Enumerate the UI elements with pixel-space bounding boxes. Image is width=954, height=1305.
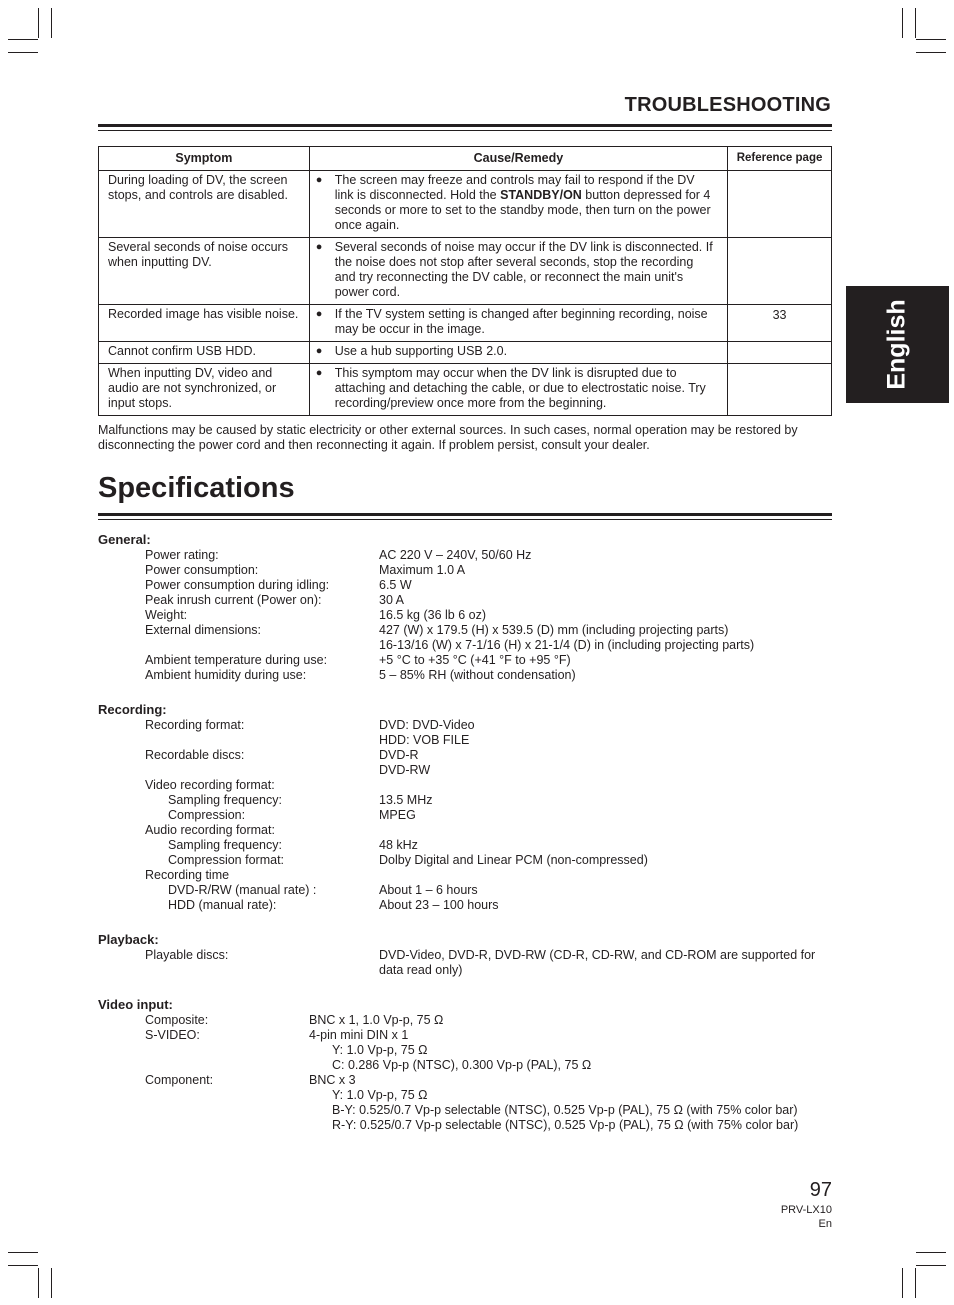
- bullet-icon: ●: [315, 367, 323, 379]
- spec-value: 13.5 MHz: [379, 793, 433, 807]
- table-row: [99, 364, 832, 416]
- spec-row: [98, 823, 838, 838]
- spec-label: [98, 638, 379, 653]
- spec-row: [98, 808, 838, 823]
- spec-group-heading: General:: [98, 532, 151, 547]
- spec-row: [98, 1043, 838, 1058]
- reference-cell: [728, 364, 832, 416]
- spec-row: [98, 1028, 838, 1043]
- spec-value: About 1 – 6 hours: [379, 883, 478, 897]
- spec-label: External dimensions:: [145, 623, 262, 637]
- model-code: [781, 1203, 832, 1231]
- cause-text: Several seconds of noise may occur if the DV link is disconnected. If the noise does not stop after several seconds, stop the recording and try reconnecting the DV cable, or reconnect the main unit's power cord.: [334, 240, 713, 299]
- spec-label: Playable discs:: [145, 948, 229, 962]
- spec-value: 4-pin mini DIN x 1: [309, 1028, 409, 1042]
- cause-cell: [309, 171, 727, 238]
- spec-label: Recordable discs:: [145, 748, 245, 762]
- spec-value: B-Y: 0.525/0.7 Vp-p selectable (NTSC), 0.525 Vp-p (PAL), 75 Ω (with 75% color bar): [332, 1103, 798, 1117]
- spec-row: [98, 1073, 838, 1088]
- spec-value: C: 0.286 Vp-p (NTSC), 0.300 Vp-p (PAL), 75 Ω: [332, 1058, 592, 1072]
- spec-label: Compression:: [168, 808, 246, 822]
- language-tab-label: English: [882, 299, 911, 390]
- spec-value: 30 A: [379, 593, 405, 607]
- spec-value: +5 °C to +35 °C (+41 °F to +95 °F): [379, 653, 571, 667]
- spec-row: [98, 763, 838, 778]
- malfunction-note: Malfunctions may be caused by static electricity or other external sources. In such cases, normal operation may be restored by disconnecting the power cord and then reconnecting it again. If problem persist, consult your dealer.: [98, 423, 798, 452]
- spec-label: S-VIDEO:: [145, 1028, 200, 1042]
- spec-label: Audio recording format:: [145, 823, 275, 837]
- language-code: En: [818, 1218, 832, 1230]
- column-header-cause: Cause/Remedy: [309, 147, 727, 171]
- spec-label: Ambient humidity during use:: [145, 668, 307, 682]
- spec-group-general: [98, 532, 838, 683]
- spec-value: AC 220 V – 240V, 50/60 Hz: [379, 548, 532, 562]
- spec-label: Weight:: [145, 608, 188, 622]
- cause-text: This symptom may occur when the DV link is disrupted due to attaching and detaching the cable, or due to electrostatic noise. Try recording/preview once more from the beginning.: [334, 366, 706, 410]
- spec-row: [98, 1013, 838, 1028]
- spec-row: [98, 948, 838, 978]
- spec-row: [98, 668, 838, 683]
- table-row: [99, 171, 832, 238]
- cause-text: If the TV system setting is changed after beginning recording, noise may be occur in the image.: [334, 307, 708, 336]
- spec-label: HDD (manual rate):: [168, 898, 277, 912]
- heading-rule-thick: [98, 124, 832, 127]
- spec-label: Composite:: [145, 1013, 209, 1027]
- spec-value: DVD: DVD-Video: [379, 718, 475, 732]
- spec-row: [98, 868, 838, 883]
- reference-cell: 33: [728, 305, 832, 342]
- spec-row: [98, 1088, 838, 1103]
- title-rule-thin: [98, 519, 832, 520]
- spec-row: [98, 898, 838, 913]
- spec-value: DVD-RW: [379, 763, 431, 777]
- spec-row: [98, 883, 838, 898]
- bullet-icon: ●: [315, 241, 323, 253]
- specifications: [98, 532, 838, 1152]
- spec-value: BNC x 3: [309, 1073, 356, 1087]
- spec-label: Ambient temperature during use:: [145, 653, 328, 667]
- spec-row: [98, 1058, 838, 1073]
- spec-row: [98, 563, 838, 578]
- spec-value: MPEG: [379, 808, 416, 822]
- reference-cell: [728, 171, 832, 238]
- spec-row: [98, 793, 838, 808]
- model-number: PRV-LX10: [780, 1204, 832, 1216]
- spec-label: Compression format:: [168, 853, 285, 867]
- spec-value: 48 kHz: [379, 838, 418, 852]
- language-tab: [846, 286, 949, 403]
- spec-value: About 23 – 100 hours: [379, 898, 499, 912]
- spec-value: Dolby Digital and Linear PCM (non-compressed): [379, 853, 648, 867]
- spec-label: Sampling frequency:: [168, 838, 282, 852]
- table-header-row: [99, 147, 832, 171]
- spec-value: Y: 1.0 Vp-p, 75 Ω: [332, 1043, 428, 1057]
- spec-value: R-Y: 0.525/0.7 Vp-p selectable (NTSC), 0.525 Vp-p (PAL), 75 Ω (with 75% color bar): [332, 1118, 799, 1132]
- reference-cell: [728, 238, 832, 305]
- table-row: [99, 342, 832, 364]
- spec-label: Recording format:: [145, 718, 245, 732]
- standby-button-name: STANDBY/ON: [500, 188, 582, 202]
- spec-label: DVD-R/RW (manual rate) :: [168, 883, 317, 897]
- page-title: Specifications: [98, 472, 295, 504]
- spec-group-heading: Video input:: [98, 997, 173, 1012]
- table-row: [99, 238, 832, 305]
- spec-group-heading: Recording:: [98, 702, 167, 717]
- symptom-cell: Cannot confirm USB HDD.: [99, 342, 310, 364]
- spec-group-recording: [98, 702, 838, 913]
- cause-text: Use a hub supporting USB 2.0.: [334, 344, 508, 358]
- symptom-cell: Recorded image has visible noise.: [99, 305, 310, 342]
- title-rule-thick: [98, 513, 832, 516]
- column-header-symptom: Symptom: [99, 147, 310, 171]
- spec-row: [98, 578, 838, 593]
- spec-value: 16.5 kg (36 lb 6 oz): [379, 608, 487, 622]
- symptom-cell: When inputting DV, video and audio are not synchronized, or input stops.: [99, 364, 310, 416]
- spec-row: [98, 638, 838, 653]
- page-number: 97: [809, 1179, 832, 1201]
- spec-row: [98, 838, 838, 853]
- spec-row: [98, 748, 838, 763]
- spec-label: Sampling frequency:: [168, 793, 282, 807]
- spec-row: [98, 778, 838, 793]
- spec-group-video-input: [98, 997, 838, 1133]
- cause-cell: [309, 238, 727, 305]
- column-header-reference: Reference page: [728, 147, 832, 171]
- spec-row: [98, 548, 838, 563]
- spec-value: DVD-Video, DVD-R, DVD-RW (CD-R, CD-RW, and CD-ROM are supported for data read only): [379, 948, 816, 977]
- spec-row: [98, 623, 838, 638]
- spec-label: Recording time: [145, 868, 230, 882]
- spec-value: 427 (W) x 179.5 (H) x 539.5 (D) mm (including projecting parts): [379, 623, 729, 637]
- spec-group-playback: [98, 932, 838, 978]
- spec-row: [98, 608, 838, 623]
- spec-value: BNC x 1, 1.0 Vp-p, 75 Ω: [309, 1013, 444, 1027]
- heading-rule-thin: [98, 130, 832, 131]
- spec-row: [98, 1118, 838, 1133]
- spec-label: Peak inrush current (Power on):: [145, 593, 322, 607]
- cause-cell: [309, 364, 727, 416]
- spec-label: Video recording format:: [145, 778, 275, 792]
- spec-value: 6.5 W: [379, 578, 412, 592]
- spec-label: Component:: [145, 1073, 214, 1087]
- spec-group-heading: Playback:: [98, 932, 159, 947]
- symptom-cell: During loading of DV, the screen stops, and controls are disabled.: [99, 171, 310, 238]
- spec-row: [98, 593, 838, 608]
- bullet-icon: ●: [315, 174, 323, 186]
- reference-cell: [728, 342, 832, 364]
- cause-cell: [309, 342, 727, 364]
- spec-label: Power consumption:: [145, 563, 259, 577]
- cause-text: The screen may freeze and controls may fail to respond if the DV link is disconnected. Hold the STANDBY/ON button depressed for 4 seconds or more to set to the standby mode, then turn on the power once again.: [334, 173, 711, 232]
- spec-row: [98, 1103, 838, 1118]
- spec-value: Y: 1.0 Vp-p, 75 Ω: [332, 1088, 428, 1102]
- spec-row: [98, 653, 838, 668]
- cause-cell: [309, 305, 727, 342]
- symptom-cell: Several seconds of noise occurs when inputting DV.: [99, 238, 310, 305]
- spec-row: [98, 853, 838, 868]
- bullet-icon: ●: [315, 345, 323, 357]
- spec-value: DVD-R: [379, 748, 419, 762]
- troubleshooting-table: [98, 146, 832, 416]
- bullet-icon: ●: [315, 308, 323, 320]
- spec-label: Power rating:: [145, 548, 219, 562]
- spec-label: Power consumption during idling:: [145, 578, 330, 592]
- spec-row: [98, 733, 838, 748]
- spec-value: 16-13/16 (W) x 7-1/16 (H) x 21-1/4 (D) in (including projecting parts): [379, 638, 755, 652]
- spec-value: HDD: VOB FILE: [379, 733, 470, 747]
- spec-value: Maximum 1.0 A: [379, 563, 466, 577]
- spec-value: 5 – 85% RH (without condensation): [379, 668, 576, 682]
- spec-row: [98, 718, 838, 733]
- section-heading: TROUBLESHOOTING: [624, 94, 831, 116]
- table-row: [99, 305, 832, 342]
